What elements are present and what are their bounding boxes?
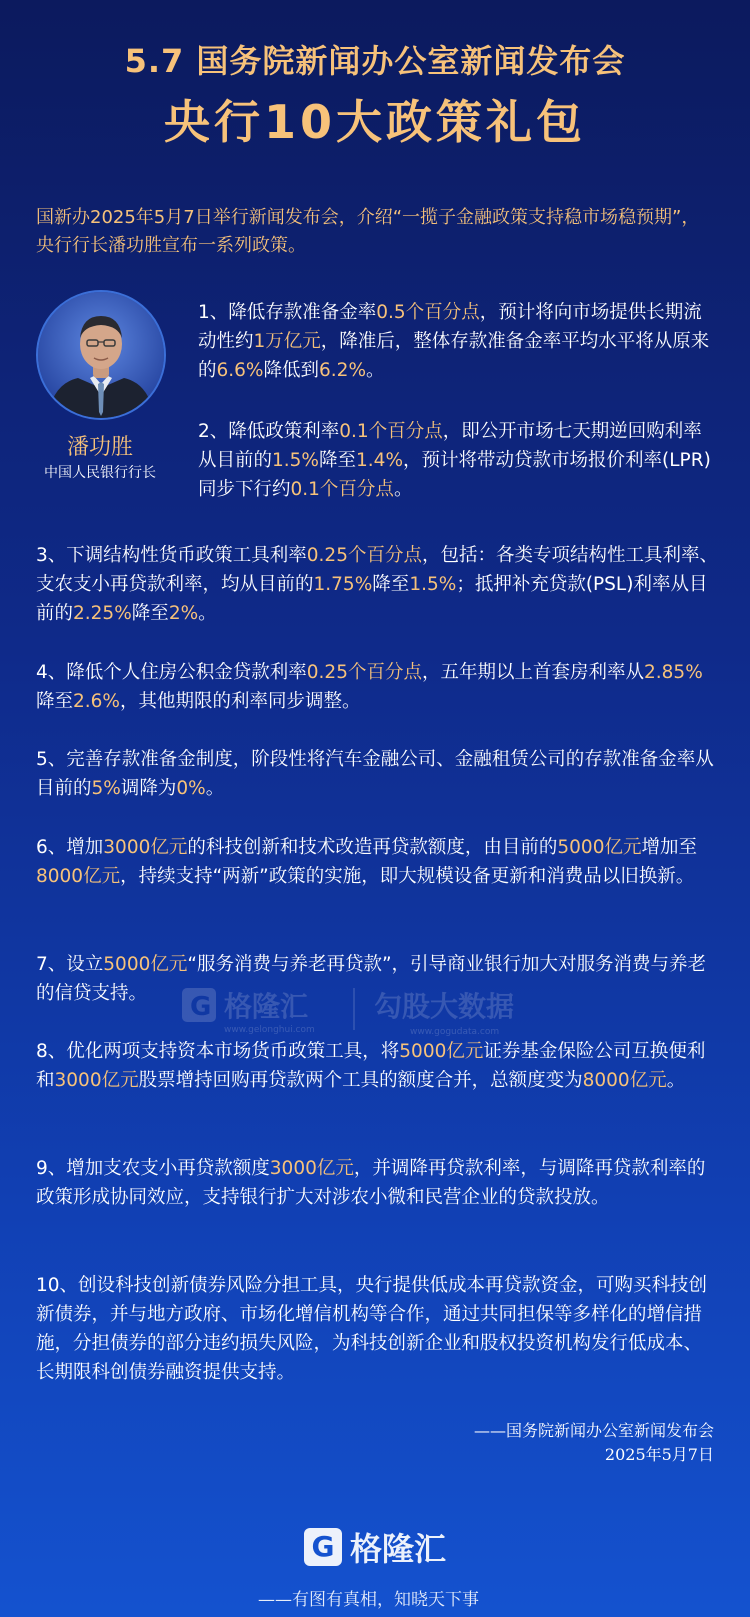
item-text: “服务消费与养老再贷款”，引导商业银行加大对服务消费与养老的信贷支持。 bbox=[36, 954, 707, 1004]
logo-g-icon: G bbox=[304, 1528, 342, 1566]
title-line1: 5.7 国务院新闻办公室新闻发布会 bbox=[124, 42, 626, 80]
highlight-figure: 2.25% bbox=[73, 603, 132, 624]
footer-tagline-text: 有图有真相，知晓天下事 bbox=[292, 1590, 479, 1610]
person-name: 潘功胜 bbox=[66, 435, 133, 460]
policy-item-9 bbox=[36, 1154, 720, 1212]
signature-source: ——国务院新闻办公室新闻发布会 bbox=[473, 1421, 714, 1440]
highlight-figure: 0.25个百分点 bbox=[306, 545, 422, 566]
highlight-figure: 8000亿元 bbox=[36, 866, 121, 887]
item-text: 8、优化两项支持资本市场货币政策工具，将 bbox=[36, 1041, 400, 1062]
item-text: 。 bbox=[666, 1070, 686, 1091]
highlight-figure: 5000亿元 bbox=[103, 954, 188, 975]
footer-logo-text: 格隆汇 bbox=[349, 1530, 446, 1568]
item-text: ，并调降再贷款利率，与调降再贷款利率的政策形成协同效应，支持银行扩大对涉农小微和民营企业的贷款投放。 bbox=[36, 1158, 706, 1208]
highlight-figure: 5% bbox=[91, 778, 121, 799]
item-text: 9、增加支农支小再贷款额度 bbox=[36, 1158, 270, 1179]
highlight-figure: 1.5% bbox=[272, 450, 320, 471]
item-text: 7、设立 bbox=[36, 954, 104, 975]
item-text: 降至 bbox=[319, 450, 357, 471]
item-text: 。 bbox=[205, 778, 225, 799]
item-text: 2、降低政策利率 bbox=[198, 421, 340, 442]
item-text: 3、下调结构性货币政策工具利率 bbox=[36, 545, 307, 566]
policy-item-10 bbox=[36, 1271, 720, 1387]
watermark-brand-a-url: www.gelonghui.com bbox=[224, 1025, 315, 1035]
svg-text:G: G bbox=[190, 992, 212, 1022]
item-text: ，降准后，整体存款准备金率平均水平将从原来的 bbox=[198, 331, 710, 381]
policy-item-8 bbox=[36, 1037, 720, 1095]
item-text: 4、降低个人住房公积金贷款利率 bbox=[36, 662, 307, 683]
highlight-figure: 5000亿元 bbox=[557, 837, 642, 858]
highlight-figure: 1.5% bbox=[409, 574, 457, 595]
item-text: ，持续支持“两新”政策的实施，即大规模设备更新和消费品以旧换新。 bbox=[120, 866, 695, 887]
title-line2: 央行10大政策礼包 bbox=[163, 95, 586, 149]
item-text: 。 bbox=[198, 603, 217, 624]
highlight-figure: 8000亿元 bbox=[582, 1070, 667, 1091]
watermark-brand-b-url: www.gogudata.com bbox=[410, 1027, 500, 1037]
item-text: 6、增加 bbox=[36, 837, 104, 858]
policy-item-6 bbox=[36, 833, 720, 891]
highlight-figure: 3000亿元 bbox=[103, 837, 188, 858]
footer-logo bbox=[0, 1524, 750, 1570]
item-text: 降低到 bbox=[263, 360, 320, 381]
policy-item-1 bbox=[198, 298, 720, 385]
policy-item-7 bbox=[36, 950, 720, 1008]
highlight-figure: 0.5个百分点 bbox=[376, 302, 480, 323]
highlight-figure: 2% bbox=[168, 603, 199, 624]
item-text: ；抵押补充贷款(PSL)利率从目前的 bbox=[36, 574, 708, 624]
highlight-figure: 0.1个百分点 bbox=[339, 421, 443, 442]
item-text: 证券基金保险公司互换便利和 bbox=[36, 1041, 706, 1091]
item-text: ，即公开市场七天期逆回购利率从目前的 bbox=[198, 421, 702, 471]
item-text: 的科技创新和技术改造再贷款额度，由目前的 bbox=[187, 837, 558, 858]
policy-item-3 bbox=[36, 541, 720, 628]
item-text: 降至 bbox=[36, 691, 74, 712]
item-text: 10、创设科技创新债券风险分担工具，央行提供低成本再贷款资金，可购买科技创新债券，并与地方政府、市场化增信机构等合作，通过共同担保等多样化的增信措施，分担债券的部分违约损失风险，为科技创新企业和股权投资机构发行低成本、长期限科创债券融资提供支持。 bbox=[36, 1275, 708, 1383]
item-text: ，其他期限的利率同步调整。 bbox=[120, 691, 361, 712]
item-text: 增加至 bbox=[641, 837, 697, 858]
policy-item-5 bbox=[36, 745, 720, 803]
item-text: 调降为 bbox=[120, 778, 177, 799]
item-text: 降至 bbox=[372, 574, 410, 595]
highlight-figure: 0.25个百分点 bbox=[306, 662, 422, 683]
policy-item-4 bbox=[36, 658, 720, 716]
item-text: ，预计将带动贷款市场报价利率(LPR)同步下行约 bbox=[198, 450, 711, 500]
portrait bbox=[36, 290, 166, 420]
highlight-figure: 3000亿元 bbox=[54, 1070, 139, 1091]
item-text: 1、降低存款准备金率 bbox=[198, 302, 377, 323]
item-text: 。 bbox=[366, 360, 385, 381]
highlight-figure: 1万亿元 bbox=[253, 331, 321, 352]
highlight-figure: 1.4% bbox=[356, 450, 404, 471]
highlight-figure: 0% bbox=[176, 778, 206, 799]
highlight-figure: 3000亿元 bbox=[269, 1158, 354, 1179]
item-text: ，预计将向市场提供长期流动性约 bbox=[198, 302, 702, 352]
highlight-figure: 2.6% bbox=[73, 691, 121, 712]
intro-paragraph: 国新办2025年5月7日举行新闻发布会，介绍“一揽子金融政策支持稳市场稳预期”，央行行长潘功胜宣布一系列政策。 bbox=[36, 207, 700, 256]
highlight-figure: 0.1个百分点 bbox=[290, 479, 394, 500]
item-text: ，五年期以上首套房利率从 bbox=[421, 662, 644, 683]
item-text: ，包括：各类专项结构性工具利率、支农支小再贷款利率，均从目前的 bbox=[36, 545, 718, 595]
footer-tagline: ——有图有真相，知晓天下事 bbox=[258, 1590, 479, 1610]
highlight-figure: 5000亿元 bbox=[399, 1041, 484, 1062]
watermark-brand-b: 勾股大数据 bbox=[374, 990, 515, 1023]
highlight-figure: 2.85% bbox=[644, 662, 703, 683]
watermark-brand-a: 格隆汇 bbox=[224, 990, 309, 1023]
item-text: 股票增持回购再贷款两个工具的额度合并，总额度变为 bbox=[138, 1070, 583, 1091]
signature-date: 2025年5月7日 bbox=[604, 1445, 714, 1464]
item-text: 。 bbox=[393, 479, 413, 500]
item-text: 降至 bbox=[131, 603, 169, 624]
highlight-figure: 6.2% bbox=[319, 360, 367, 381]
highlight-figure: 1.75% bbox=[313, 574, 373, 595]
person-title: 中国人民银行行长 bbox=[44, 465, 156, 481]
policy-item-2 bbox=[198, 417, 720, 504]
item-text: 5、完善存款准备金制度，阶段性将汽车金融公司、金融租赁公司的存款准备金率从目前的 bbox=[36, 749, 714, 799]
highlight-figure: 6.6% bbox=[216, 360, 264, 381]
